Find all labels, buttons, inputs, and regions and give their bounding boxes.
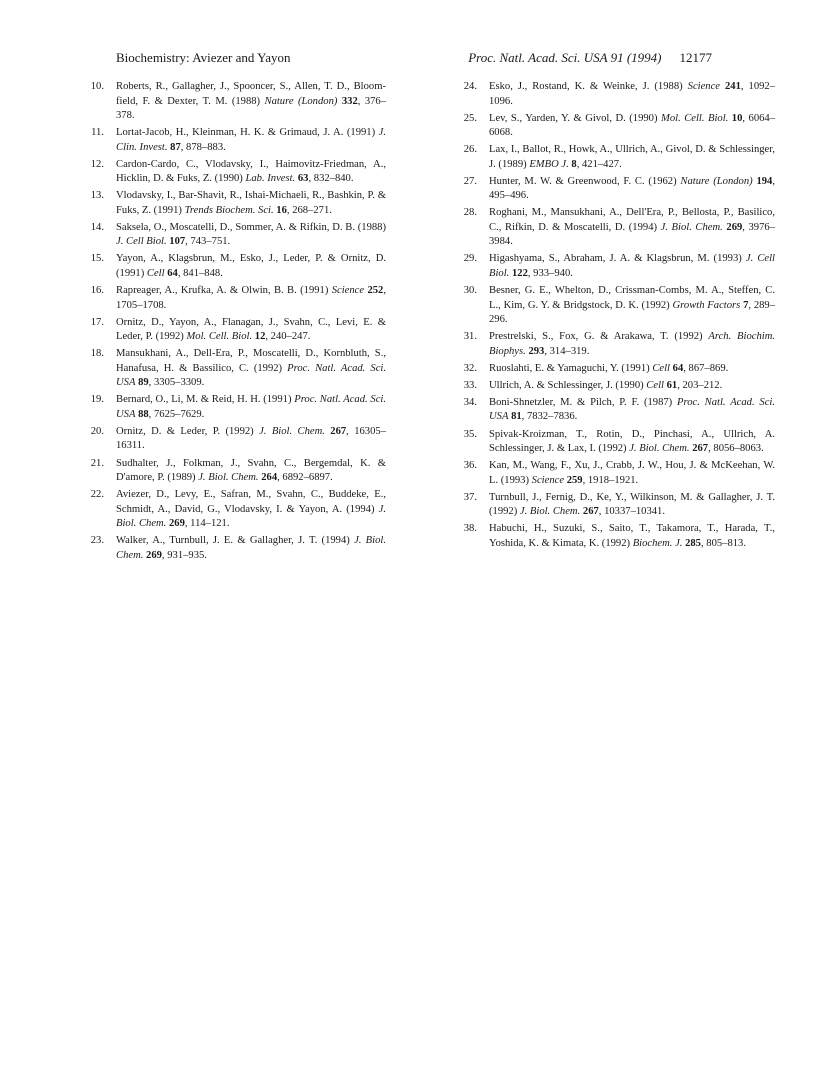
reference-item (459, 112, 775, 141)
reference-number: 19. (90, 394, 104, 406)
reference-number: 16. (90, 285, 104, 297)
reference-journal: J. Biol. Chem. (116, 535, 386, 561)
running-header (116, 50, 712, 70)
reference-number: 31. (463, 331, 477, 343)
reference-item (86, 158, 386, 187)
reference-journal: Cell (646, 379, 664, 391)
reference-authors: Rapreager, A., Krufka, A. & Olwin, B. B. (1991) (116, 285, 332, 297)
reference-number: 35. (463, 428, 477, 440)
reference-authors: Sudhalter, J., Folkman, J., Svahn, C., Bergemdal, K. & D'amore, P. (1989) (116, 457, 386, 484)
reference-item (86, 347, 386, 391)
reference-journal: Science (331, 285, 365, 297)
reference-authors: Bernard, O., Li, M. & Reid, H. H. (1991) (116, 394, 295, 406)
reference-journal: Proc. Natl. Acad. Sci. USA (489, 396, 776, 423)
reference-number: 27. (463, 175, 477, 187)
reference-authors: Prestrelski, S., Fox, G. & Arakawa, T. (1992) (489, 331, 709, 343)
reference-volume: 64 (672, 362, 684, 374)
reference-volume: 87 (170, 141, 181, 153)
reference-volume: 269 (146, 549, 162, 561)
reference-item (86, 80, 386, 124)
reference-pages: , 495–496. (489, 175, 775, 202)
reference-journal: J. Biol. Chem. (519, 506, 581, 518)
reference-number: 11. (91, 127, 104, 139)
reference-authors: Esko, J., Rostand, K. & Weinke, J. (1988) (489, 81, 688, 92)
reference-authors: Spivak-Kroizman, T., Rotin, D., Pinchasi, A., Ullrich, A. Schlessinger, J. & Lax, I. (1992) (489, 428, 775, 455)
reference-volume: 332 (341, 95, 358, 107)
reference-pages: , 805–813. (700, 537, 746, 549)
reference-number: 10. (90, 81, 104, 92)
reference-number: 24. (463, 81, 477, 92)
reference-pages: , 1918–1921. (582, 474, 639, 486)
reference-item (459, 362, 775, 377)
journal-citation (468, 50, 712, 66)
reference-item (86, 252, 386, 281)
reference-journal: J. Biol. Chem. (660, 221, 723, 233)
reference-number: 26. (463, 144, 477, 156)
reference-journal: J. Cell Biol. (116, 236, 167, 248)
reference-journal: Nature (London) (680, 175, 753, 187)
reference-pages: , 933–940. (527, 267, 573, 279)
reference-item (459, 491, 775, 520)
reference-journal: Arch. Biochim. Biophys. (489, 331, 775, 357)
reference-item (459, 175, 775, 204)
reference-item (86, 457, 386, 486)
reference-journal: J. Biol. Chem. (629, 443, 690, 455)
reference-pages: , 8056–8063. (708, 443, 764, 455)
reference-journal: Cell (146, 267, 165, 279)
reference-volume: 252 (367, 285, 384, 297)
reference-authors: Aviezer, D., Levy, E., Safran, M., Svahn, C., Buddeke, E., Schmidt, A., David, G., Vlodavsky, I. & Yayon, A. (1994) (116, 489, 386, 515)
reference-volume: 267 (582, 506, 599, 518)
reference-authors: Lortat-Jacob, H., Kleinman, H. K. & Grimaud, J. A. (1991) (116, 127, 379, 139)
reference-number: 29. (463, 253, 477, 265)
reference-authors: Ornitz, D., Yayon, A., Flanagan, J., Svahn, C., Levi, E. & Leder, P. (1992) (116, 316, 386, 343)
reference-item (86, 393, 386, 422)
reference-authors: Besner, G. E., Whelton, D., Crissman-Combs, M. A., Steffen, C. L., Kim, G. Y. & Bridgstock, D. K. (1992) (489, 285, 775, 311)
reference-journal: Mol. Cell. Biol. (661, 112, 729, 124)
reference-pages: , 3976–3984. (489, 221, 775, 248)
reference-number: 28. (463, 207, 477, 219)
reference-authors: Yayon, A., Klagsbrun, M., Esko, J., Leder, P. & Ornitz, D. (1991) (116, 253, 386, 279)
reference-authors: Roghani, M., Mansukhani, A., Dell'Era, P., Bellosta, P., Basilico, C., Rifkin, D. & Moscatelli, D. (1994) (489, 207, 775, 233)
reference-number: 37. (463, 491, 477, 503)
reference-pages: , 376–378. (116, 95, 386, 121)
reference-item (459, 379, 775, 394)
reference-number: 20. (90, 425, 104, 437)
reference-pages: , 16305–16311. (116, 425, 386, 452)
reference-number: 34. (463, 396, 477, 408)
reference-pages: , 832–840. (308, 173, 354, 185)
reference-number: 15. (90, 253, 104, 265)
reference-volume: 267 (330, 425, 347, 437)
reference-pages: , 203–212. (677, 379, 723, 391)
reference-pages: , 268–271. (286, 204, 332, 216)
reference-volume: 264 (261, 472, 278, 484)
reference-volume: 64 (167, 267, 178, 279)
reference-pages: , 289–296. (489, 299, 776, 326)
reference-number: 23. (90, 535, 104, 547)
reference-journal: J. Biol. Chem. (198, 472, 259, 484)
reference-journal: Trends Biochem. Sci. (184, 204, 274, 216)
reference-item (459, 428, 775, 457)
reference-authors: Kan, M., Wang, F., Xu, J., Crabb, J. W., Hou, J. & McKeehan, W. L. (1993) (489, 460, 775, 486)
reference-journal: Proc. Natl. Acad. Sci. USA (116, 394, 386, 420)
reference-number: 22. (90, 489, 104, 501)
reference-journal: Growth Factors (672, 299, 741, 311)
reference-item (459, 80, 775, 109)
reference-number: 18. (90, 348, 104, 360)
reference-journal: Biochem. J. (632, 537, 683, 549)
reference-number: 25. (463, 112, 477, 124)
reference-authors: Ullrich, A. & Schlessinger, J. (1990) (489, 379, 647, 391)
reference-volume: 81 (511, 411, 522, 423)
reference-number: 17. (90, 316, 104, 328)
reference-pages: , 878–883. (180, 141, 226, 153)
reference-volume: 61 (666, 379, 678, 391)
reference-pages: , 114–121. (184, 518, 230, 530)
reference-number: 12. (90, 158, 104, 170)
reference-journal: Mol. Cell. Biol. (186, 331, 253, 343)
reference-number: 14. (90, 221, 104, 233)
reference-item (459, 206, 775, 250)
reference-pages: , 1092–1096. (489, 81, 776, 107)
reference-pages: , 931–935. (161, 549, 207, 561)
reference-volume: 107 (169, 236, 186, 248)
reference-item (459, 459, 775, 488)
references-left-column (86, 80, 386, 566)
reference-number: 36. (463, 460, 477, 472)
reference-item (459, 522, 775, 551)
reference-authors: Mansukhani, A., Dell-Era, P., Moscatelli, D., Kornbluth, S., Hanafusa, H. & Bassilico, C. (1992) (116, 348, 386, 374)
reference-authors: Hunter, M. W. & Greenwood, F. C. (1962) (489, 175, 681, 187)
reference-volume: 269 (168, 518, 185, 530)
reference-pages: , 7625–7629. (148, 408, 205, 420)
reference-item (459, 143, 775, 172)
reference-pages: , 841–848. (177, 267, 223, 279)
reference-volume: 122 (511, 267, 528, 279)
reference-volume: 88 (138, 408, 149, 420)
reference-volume: 267 (692, 443, 709, 455)
reference-pages: , 743–751. (185, 236, 231, 248)
reference-item (86, 189, 386, 218)
reference-pages: , 3305–3309. (148, 377, 205, 389)
reference-item (459, 252, 775, 281)
reference-pages: , 7832–7836. (521, 411, 578, 423)
reference-item (86, 425, 386, 454)
reference-journal: Cell (652, 362, 670, 374)
reference-item (459, 396, 775, 425)
reference-volume: 16 (276, 204, 287, 216)
reference-authors: Boni-Shnetzler, M. & Pilch, P. F. (1987) (489, 396, 678, 408)
reference-authors: Habuchi, H., Suzuki, S., Saito, T., Takamora, T., Harada, T., Yoshida, K. & Kimata, K. (1992) (489, 523, 775, 549)
reference-pages: , 867–869. (683, 362, 729, 374)
reference-volume: 12 (254, 331, 266, 343)
reference-number: 21. (90, 457, 104, 469)
reference-number: 33. (463, 379, 477, 391)
reference-volume: 194 (756, 175, 773, 187)
reference-volume: 63 (297, 173, 309, 185)
references-right-column (459, 80, 775, 554)
reference-authors: Vlodavsky, I., Bar-Shavit, R., Ishai-Michaeli, R., Bashkin, P. & Fuks, Z. (1991) (116, 190, 386, 216)
reference-item (86, 284, 386, 313)
reference-authors: Higashyama, S., Abraham, J. A. & Klagsbrun, M. (1993) (489, 253, 746, 265)
reference-pages: , 6892–6897. (277, 472, 333, 484)
reference-journal: J. Biol. Chem. (116, 503, 386, 530)
reference-authors: Saksela, O., Moscatelli, D., Sommer, A. & Rifkin, D. B. (1988) (116, 221, 386, 233)
journal-name: Proc. Natl. Acad. Sci. USA 91 (1994) (468, 50, 662, 65)
reference-volume: 10 (731, 112, 743, 124)
reference-journal: Proc. Natl. Acad. Sci. USA (116, 362, 386, 389)
reference-journal: Science (531, 474, 565, 486)
page-number: 12177 (679, 50, 712, 65)
reference-volume: 89 (138, 377, 149, 389)
reference-number: 13. (90, 190, 104, 202)
reference-item (86, 488, 386, 532)
reference-journal: J. Cell Biol. (489, 253, 775, 279)
reference-volume: 269 (726, 221, 743, 233)
reference-number: 32. (463, 362, 477, 374)
reference-authors: Lev, S., Yarden, Y. & Givol, D. (1990) (489, 112, 661, 124)
reference-journal: Nature (London) (264, 95, 338, 107)
reference-volume: 285 (685, 537, 701, 549)
reference-item (459, 284, 775, 328)
reference-authors: Lax, I., Ballot, R., Howk, A., Ullrich, A., Givol, D. & Schlessinger, J. (1989) (489, 144, 775, 170)
reference-authors: Ornitz, D. & Leder, P. (1992) (116, 425, 260, 437)
reference-journal: Science (687, 81, 720, 92)
running-title: Biochemistry: Aviezer and Yayon (116, 50, 291, 65)
reference-item (86, 221, 386, 250)
reference-volume: 8 (571, 158, 577, 170)
reference-journal: EMBO J. (529, 158, 569, 170)
reference-journal: J. Clin. Invest. (116, 127, 386, 153)
reference-pages: , 240–247. (265, 331, 311, 343)
reference-journal: Lab. Invest. (245, 173, 296, 185)
reference-authors: Turnbull, J., Fernig, D., Ke, Y., Wilkinson, M. & Gallagher, J. T. (1992) (489, 491, 775, 518)
reference-journal: J. Biol. Chem. (259, 425, 325, 437)
reference-authors: Ruoslahti, E. & Yamaguchi, Y. (1991) (489, 362, 653, 374)
reference-pages: , 421–427. (576, 158, 622, 170)
reference-item (459, 330, 775, 359)
reference-pages: , 314–319. (544, 345, 590, 357)
reference-pages: , 1705–1708. (116, 285, 386, 311)
reference-number: 38. (463, 523, 477, 535)
reference-volume: 7 (743, 299, 749, 311)
reference-pages: , 6064–6068. (489, 112, 776, 139)
reference-item (86, 316, 386, 345)
reference-authors: Roberts, R., Gallagher, J., Spooncer, S., Allen, T. D., Bloomfield, F. & Dexter, T. M. (1988) (116, 81, 386, 107)
reference-authors: Cardon-Cardo, C., Vlodavsky, I., Haimovitz-Friedman, A., Hicklin, D. & Fuks, Z. (1990) (116, 158, 386, 185)
reference-volume: 259 (566, 474, 583, 486)
reference-volume: 293 (528, 345, 545, 357)
reference-pages: , 10337–10341. (598, 506, 665, 518)
reference-number: 30. (463, 285, 477, 297)
reference-authors: Walker, A., Turnbull, J. E. & Gallagher, J. T. (1994) (116, 535, 355, 547)
reference-item (86, 534, 386, 563)
reference-volume: 241 (725, 81, 741, 92)
reference-item (86, 126, 386, 155)
